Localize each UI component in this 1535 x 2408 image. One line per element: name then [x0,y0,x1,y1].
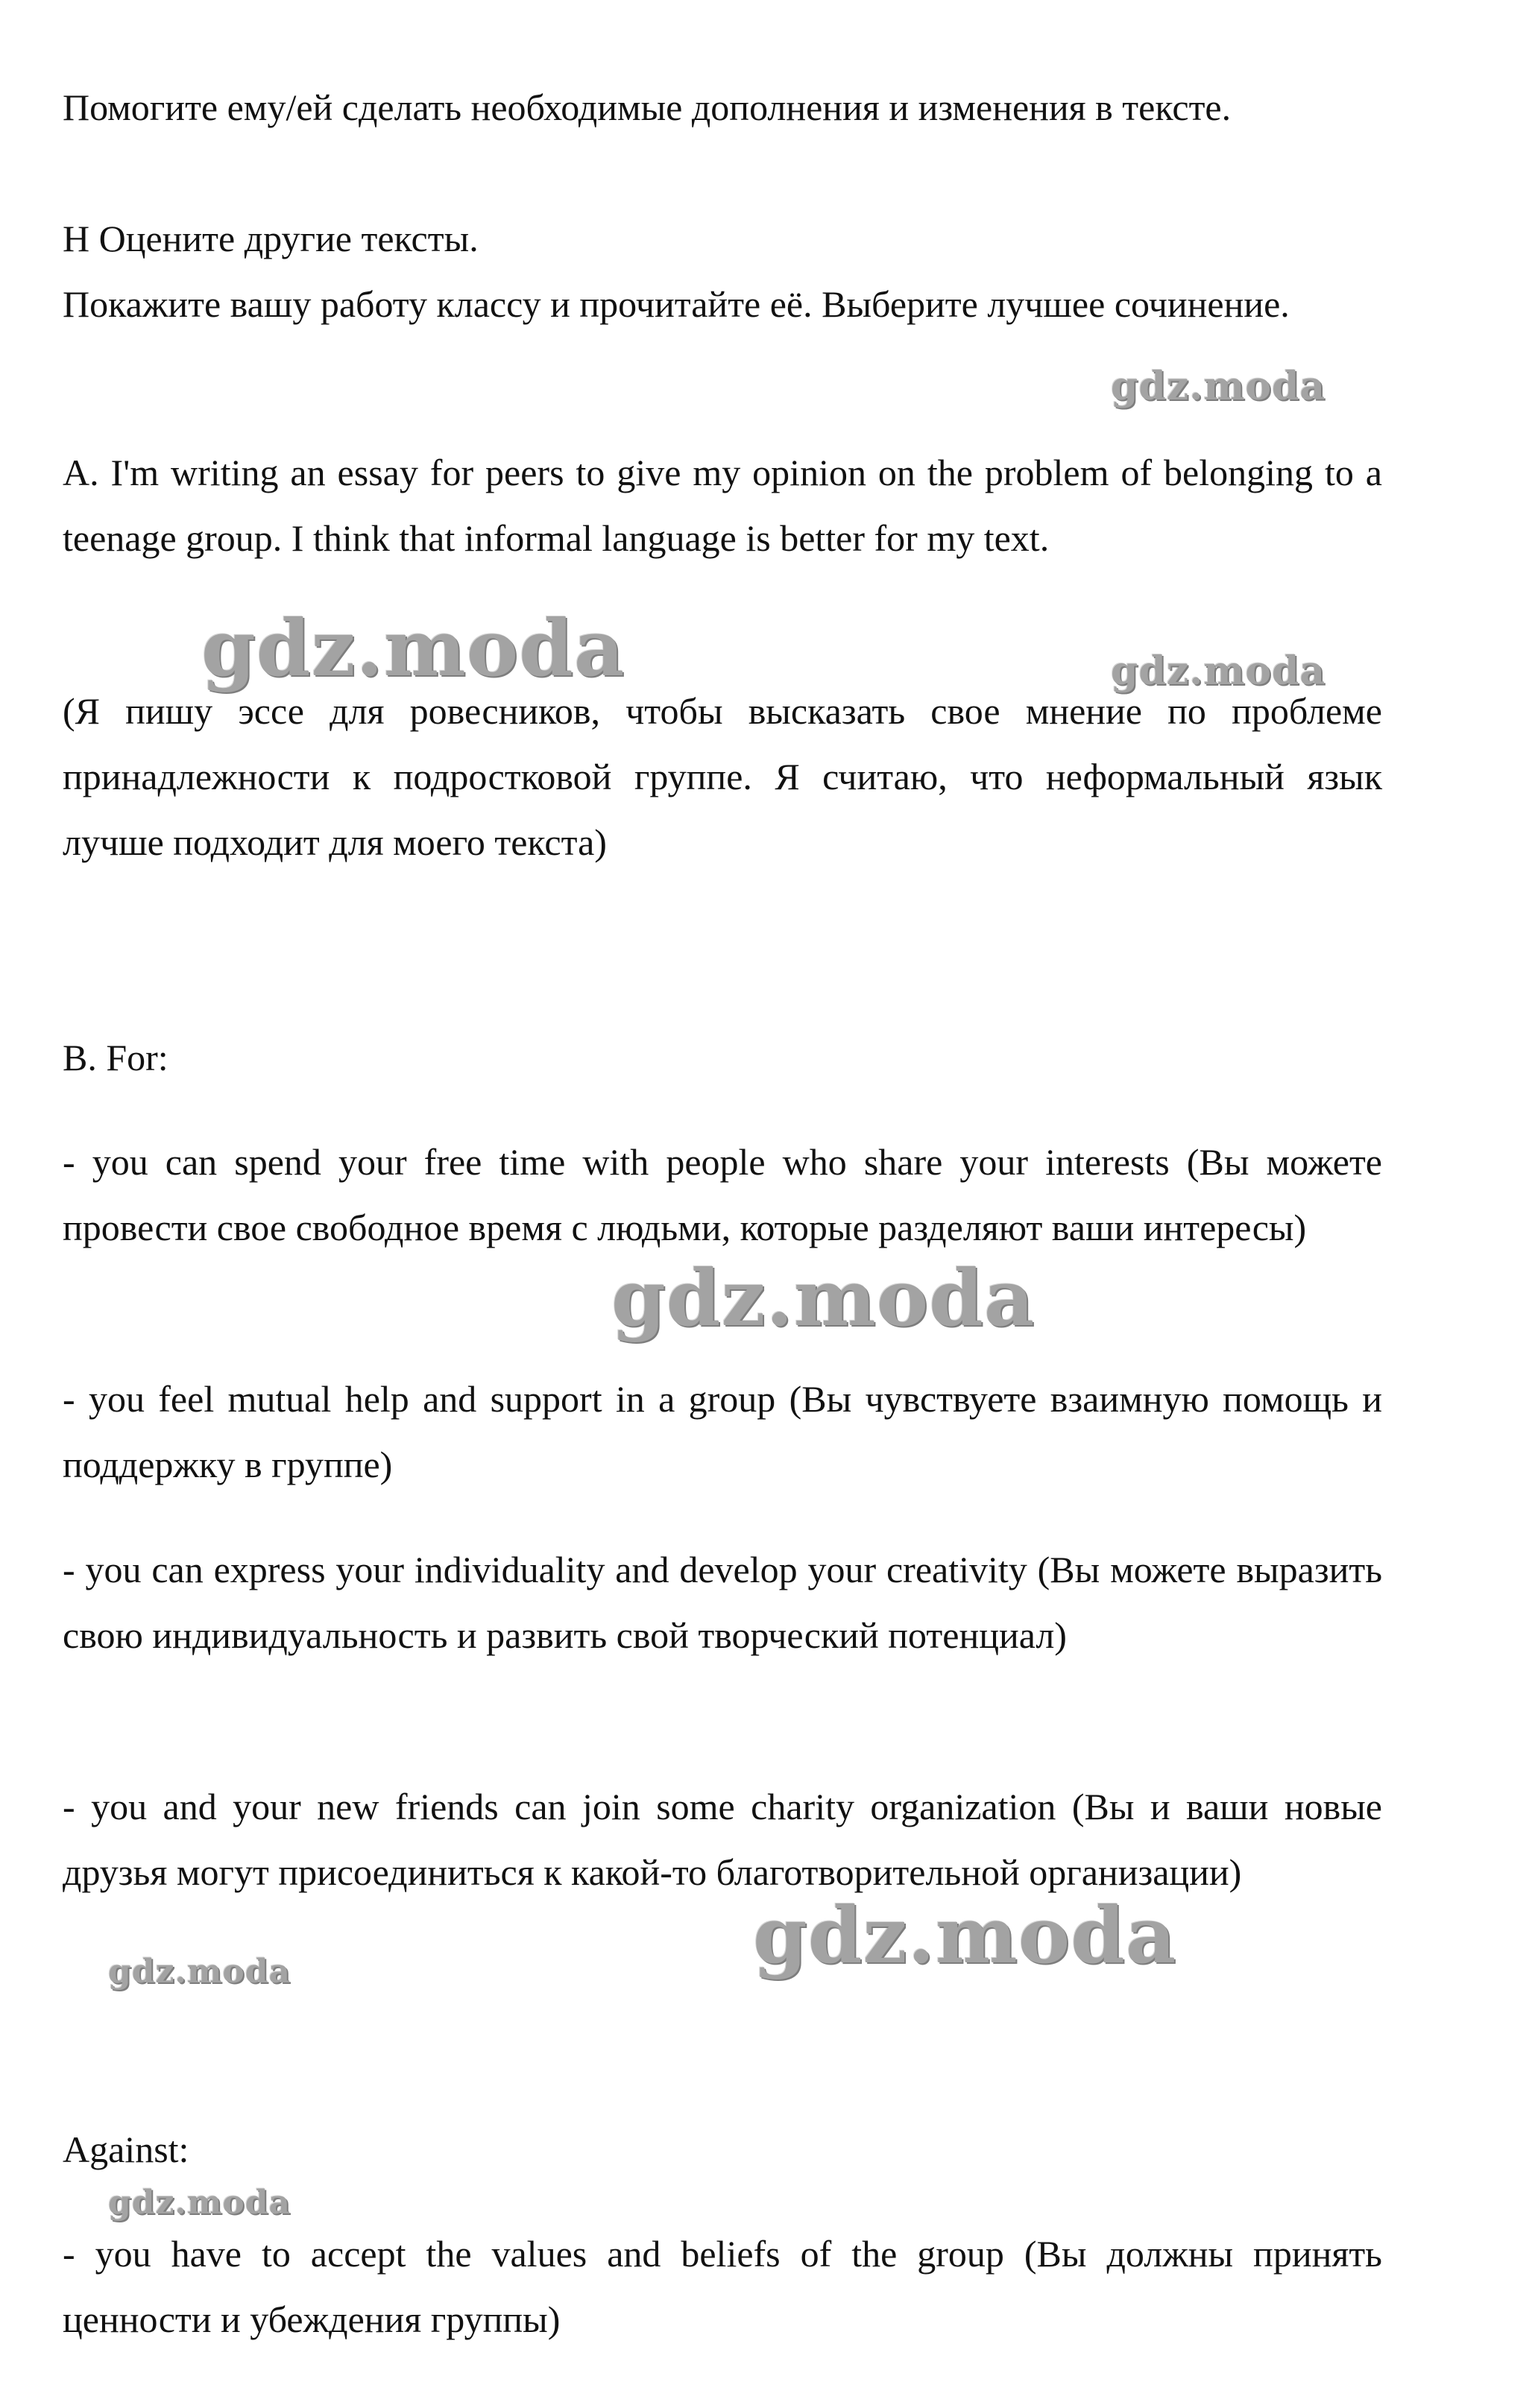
for-item-3: - you can express your individuality and develop your creativity (Вы можете выразить свою индивидуальность и развить свой творческий потенциал) [63,1549,1382,1656]
intro-instruction-2: Н Оцените другие тексты. [63,218,479,259]
watermark-logo: gdz.moda [1111,648,1326,694]
for-item-2: - you feel mutual help and support in a group (Вы чувствуете взаимную помощь и поддержку в группе) [63,1378,1382,1485]
watermark-logo: gdz.moda [108,1953,291,1991]
section-a-russian: (Я пишу эссе для ровесников, чтобы высказать свое мнение по проблеме принадлежности к подростковой группе. Я считаю, что неформальный язык лучше подходит для моего текста) [63,690,1382,863]
watermark-logo: gdz.moda [611,1252,1036,1344]
intro-instruction-1: Помогите ему/ей сделать необходимые дополнения и изменения в тексте. [63,86,1232,128]
for-item-1: - you can spend your free time with people who share your interests (Вы можете провести свое свободное время с людьми, которые разделяют ваши интересы) [63,1141,1382,1248]
against-heading: Against: [63,2129,189,2170]
section-b-heading: B. For: [63,1037,168,1078]
intro-instruction-3: Покажите вашу работу классу и прочитайте её. Выберите лучшее сочинение. [63,283,1290,325]
watermark-logo: gdz.moda [753,1889,1177,1981]
watermark-logo: gdz.moda [201,602,625,694]
section-a-english: A. I'm writing an essay for peers to give my opinion on the problem of belonging to a teenage group. I think that informal language is better for my text. [63,452,1382,559]
for-item-4: - you and your new friends can join some charity organization (Вы и ваши новые друзья могут присоединиться к какой-то благотворительной организации) [63,1786,1382,1893]
watermark-logo: gdz.moda [108,2184,291,2222]
against-item-1: - you have to accept the values and beliefs of the group (Вы должны принять ценности и убеждения группы) [63,2233,1382,2340]
watermark-logo: gdz.moda [1111,364,1326,409]
